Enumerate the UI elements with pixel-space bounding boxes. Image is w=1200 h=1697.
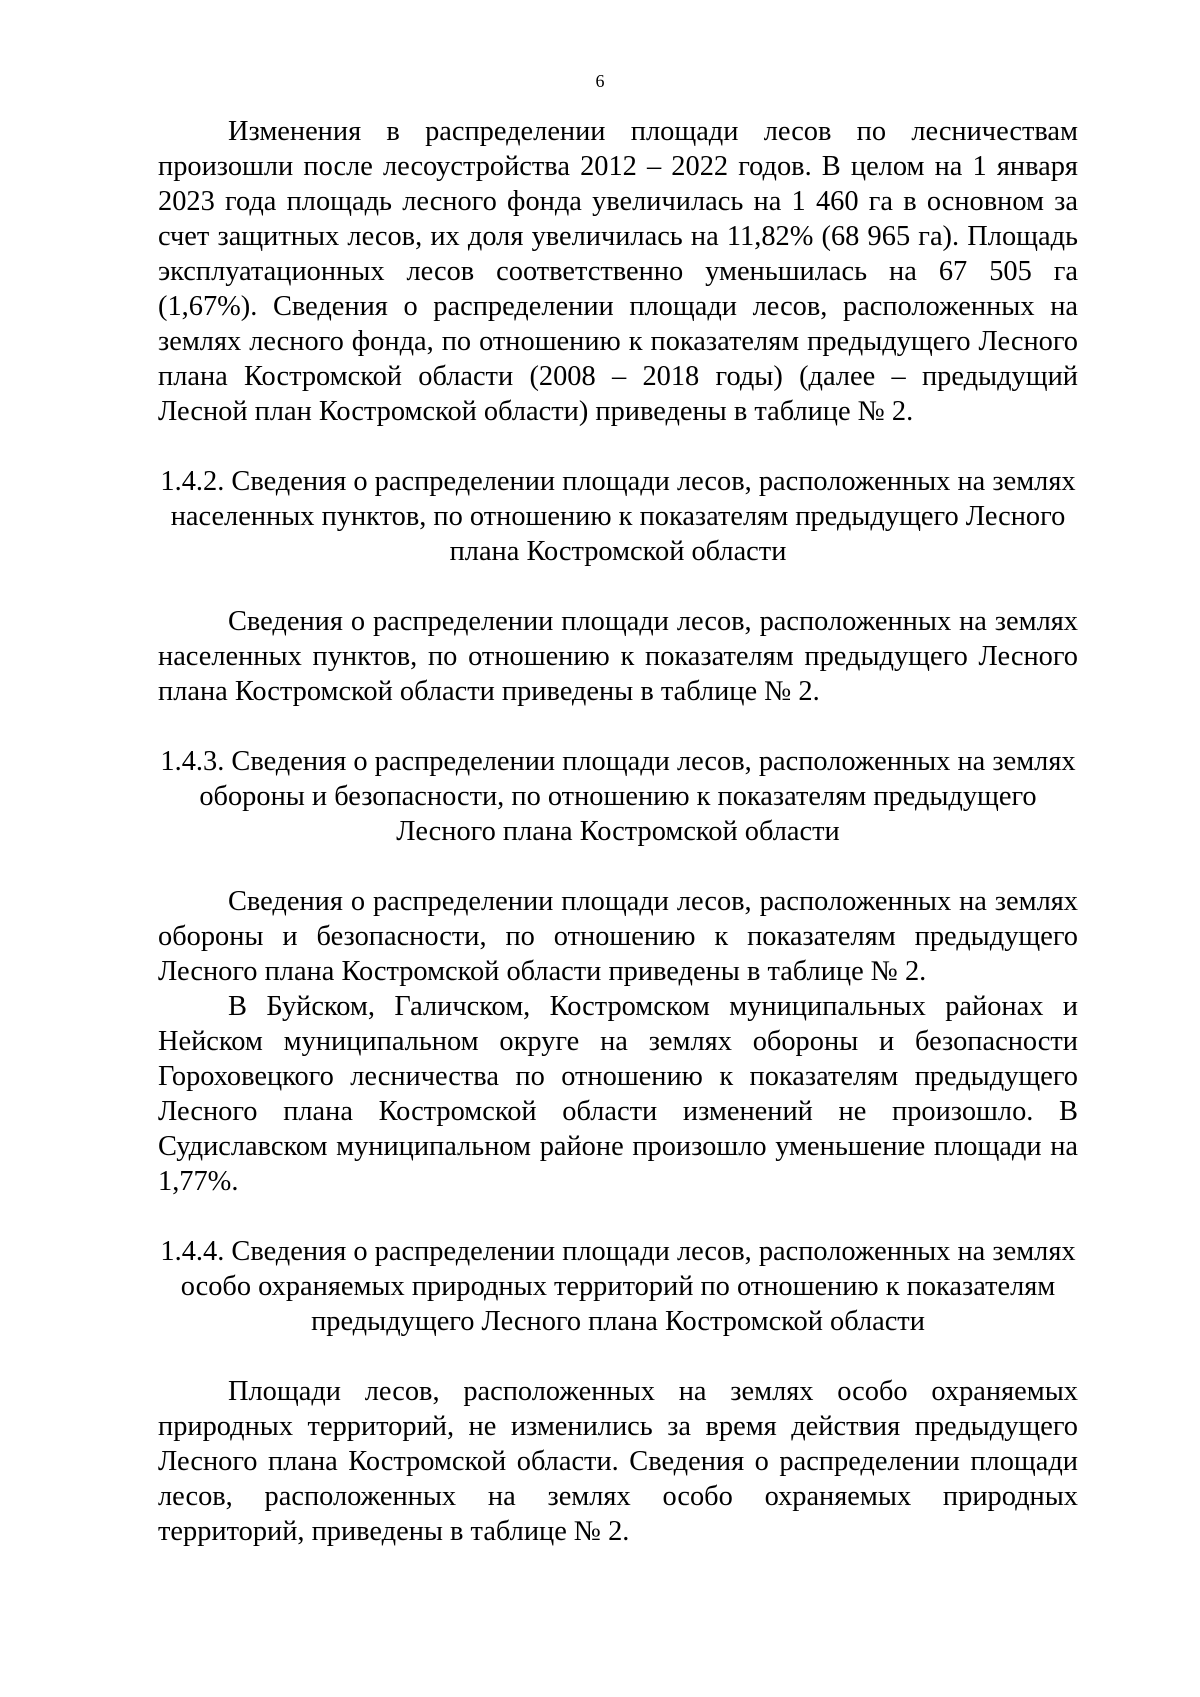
paragraph-districts-defense-changes: В Буйском, Галичском, Костромском муниципальных районах и Нейском муниципальном округе на землях обороны и безопасности Гороховецкого лесничества по отношению к показателям предыдущего Лесного плана Костромской области изменений не произошло. В Судиславском муниципальном районе произошло уменьшение площади на 1,77%. xyxy=(158,991,1078,1197)
document-body xyxy=(158,114,1078,1549)
spacer xyxy=(158,849,1078,884)
spacer xyxy=(158,1199,1078,1234)
spacer xyxy=(158,1339,1078,1374)
section-heading-1-4-2: 1.4.2. Сведения о распределении площади лесов, расположенных на землях населенных пунктов, по отношению к показателям предыдущего Лесного плана Костромской области xyxy=(160,466,1076,567)
paragraph-defense-lands: Сведения о распределении площади лесов, расположенных на землях обороны и безопасности, по отношению к показателям предыдущего Лесного плана Костромской области приведены в таблице № 2. xyxy=(158,886,1078,987)
section-heading-1-4-4: 1.4.4. Сведения о распределении площади лесов, расположенных на землях особо охраняемых природных территорий по отношению к показателям предыдущего Лесного плана Костромской области xyxy=(160,1236,1076,1337)
section-heading-1-4-3: 1.4.3. Сведения о распределении площади лесов, расположенных на землях обороны и безопасности, по отношению к показателям предыдущего Лесного плана Костромской области xyxy=(160,746,1076,847)
paragraph-protected-territories: Площади лесов, расположенных на землях особо охраняемых природных территорий, не изменились за время действия предыдущего Лесного плана Костромской области. Сведения о распределении площади лесов, расположенных на землях особо охраняемых природных территорий, приведены в таблице № 2. xyxy=(158,1376,1078,1547)
spacer xyxy=(158,569,1078,604)
paragraph-forest-area-changes: Изменения в распределении площади лесов по лесничествам произошли после лесоустройства 2012 – 2022 годов. В целом на 1 января 2023 года площадь лесного фонда увеличилась на 1 460 га в основном за счет защитных лесов, их доля увеличилась на 11,82% (68 965 га). Площадь эксплуатационных лесов соответственно уменьшилась на 67 505 га (1,67%). Сведения о распределении площади лесов, расположенных на землях лесного фонда, по отношению к показателям предыдущего Лесного плана Костромской области (2008 – 2018 годы) (далее – предыдущий Лесной план Костромской области) приведены в таблице № 2. xyxy=(158,116,1078,427)
paragraph-settlement-lands: Сведения о распределении площади лесов, расположенных на землях населенных пунктов, по отношению к показателям предыдущего Лесного плана Костромской области приведены в таблице № 2. xyxy=(158,606,1078,707)
spacer xyxy=(158,429,1078,464)
spacer xyxy=(158,709,1078,744)
page-number: 6 xyxy=(595,71,605,91)
